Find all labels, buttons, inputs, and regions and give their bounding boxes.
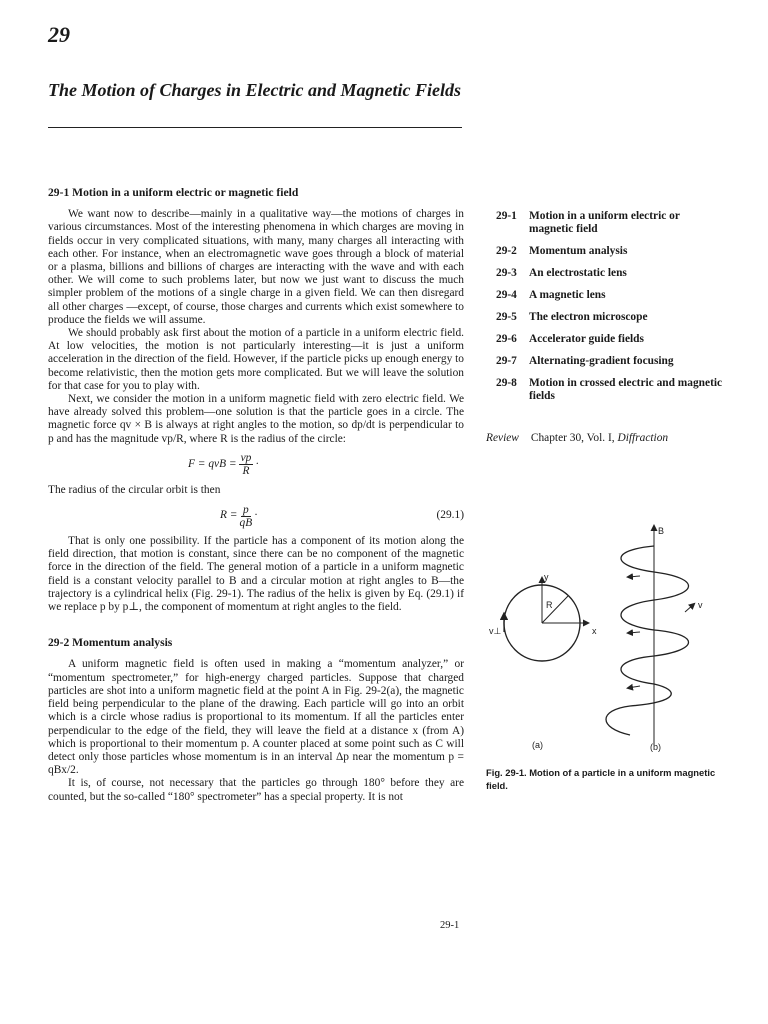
toc-label: The electron microscope (529, 311, 648, 323)
fraction-denominator: qB (239, 516, 253, 529)
section-heading: 29-1 Motion in a uniform electric or magnetic field (48, 186, 299, 199)
toc-number: 29-8 (496, 377, 517, 389)
equation-number: (29.1) (436, 509, 464, 522)
paragraph: Next, we consider the motion in a uniform magnetic field with zero electric field. We have already solved this problem—one solution is that the particle goes in a circle. The magnetic force qv × B is always at right angles to the motion, so dp/dt is perpendicular to p and has the magnitude vp/R, where R is the radius of the circle: (48, 393, 464, 445)
toc-number: 29-4 (496, 289, 517, 301)
figure-29-1 (480, 520, 730, 760)
toc-label: Accelerator guide fields (529, 333, 644, 345)
paragraph: We should probably ask first about the motion of a particle in a uniform electric field. At low velocities, the motion is not particularly interesting—it is just a uniform acceleration in the direction of the field. However, if the particle picks up enough energy to become relativistic, then the motion gets more complicated. But we will leave the solution for that case for you to play with. (48, 327, 464, 392)
toc-label: Alternating-gradient focusing (529, 355, 674, 367)
toc-number: 29-3 (496, 267, 517, 279)
review-note (486, 432, 668, 444)
equation-fraction (240, 504, 253, 529)
label-b: (b) (650, 742, 661, 752)
paragraph: A uniform magnetic field is often used in making a “momentum analyzer,” or “momentum spectrometer,” for high-energy charged particles. Suppose that charged particles are shot into a uniform magnetic field at the point A in Fig. 29-2(a), the magnetic field being perpendicular to the plane of the drawing. Each particle will go into an orbit which is a circle whose radius is proportional to its momentum. If all the particles enter perpendicular to the edge of the field, they will leave the field at a distance x (from A) which is proportional to their momentum p. A counter placed at some point such as C will detect only those particles whose momentum is in an interval Δp near the momentum p = qBx/2. (48, 658, 464, 777)
main-column (48, 186, 464, 804)
diagram-b (606, 526, 703, 752)
section-heading: 29-2 Momentum analysis (48, 636, 173, 650)
label-x: x (592, 626, 597, 636)
equation (48, 501, 464, 531)
title-rule (48, 127, 462, 128)
toc-label: Momentum analysis (529, 245, 628, 257)
chapter-contents (496, 210, 726, 412)
page-number: 29-1 (440, 920, 460, 931)
review-topic: Diffraction (617, 432, 669, 444)
toc-item (496, 311, 726, 324)
fraction-numerator: vp (240, 452, 252, 465)
toc-number: 29-2 (496, 245, 517, 257)
fraction-numerator: p (242, 503, 249, 516)
paragraph: We want now to describe—mainly in a qualitative way—the motions of charges in various circumstances. Most of the interesting phenomena in which charges are moving in fields occur in very complicated situations, with many, many charges all interacting with each other. For instance, when an electromagnetic wave goes through a block of material or a plasma, billions and billions of charges are interacting with the wave and with each other. We will come to such problems later, but now we just want to discuss the much simpler problem of the motions of a single charge in a given field. We can then disregard all other charges —except, of course, those charges and currents which exist somewhere to produce the fields we will assume. (48, 208, 464, 326)
equation-left: R = (220, 509, 238, 522)
toc-item (496, 355, 726, 368)
toc-label: An electrostatic lens (529, 267, 627, 279)
toc-number: 29-1 (496, 210, 517, 222)
paragraph: It is, of course, not necessary that the particles go through 180° before they are counted, but the so-called “180° spectrometer” has a special property. It is not (48, 777, 464, 803)
label-b-field: B (658, 526, 665, 536)
equation (48, 450, 464, 480)
review-text: Chapter 30, Vol. I, (530, 432, 618, 444)
toc-item (496, 245, 726, 258)
label-r: R (546, 600, 553, 610)
chapter-number: 29 (48, 22, 70, 47)
velocity-arrow-b (685, 604, 694, 612)
toc-number: 29-7 (496, 355, 517, 367)
helix-arrow (628, 632, 640, 633)
toc-label: A magnetic lens (529, 289, 606, 301)
helix-arrow (628, 686, 640, 688)
helix-path (606, 546, 689, 735)
equation-left: F = qvB = (188, 458, 237, 471)
label-a: (a) (532, 740, 543, 750)
label-v: v (698, 600, 703, 610)
toc-label: Motion in a uniform electric or magnetic field (529, 210, 680, 235)
label-y: y (544, 572, 549, 582)
chapter-title: The Motion of Charges in Electric and Magnetic Fields (48, 80, 462, 100)
toc-label: Motion in crossed electric and magnetic fields (529, 377, 723, 402)
toc-item (496, 267, 726, 280)
paragraph: That is only one possibility. If the particle has a component of its motion along the field direction, that motion is constant, since there can be no component of the magnetic force in the direction of the field. The general motion of a particle in a uniform magnetic field is a constant velocity parallel to B and a circular motion at right angles to B—the trajectory is a cylindrical helix (Fig. 29-1). The radius of the helix is given by Eq. (29.1) if we replace p by p⊥, the component of momentum at right angles to the field. (48, 535, 464, 614)
toc-number: 29-5 (496, 311, 517, 323)
fraction-denominator: R (242, 465, 250, 478)
toc-item (496, 377, 726, 403)
figure-caption: Fig. 29-1. Motion of a particle in a uniform magnetic field. (486, 767, 716, 791)
equation-tail: · (254, 509, 258, 522)
equation-tail: · (255, 458, 260, 471)
paragraph: The radius of the circular orbit is then (48, 483, 221, 496)
toc-item (496, 333, 726, 346)
toc-item (496, 289, 726, 302)
helix-arrow (628, 576, 640, 577)
toc-number: 29-6 (496, 333, 517, 345)
toc-item (496, 210, 726, 236)
review-word: Review (486, 432, 519, 444)
label-vperp: v⊥ (489, 626, 502, 636)
equation-fraction (239, 452, 254, 477)
diagram-a (489, 572, 597, 750)
